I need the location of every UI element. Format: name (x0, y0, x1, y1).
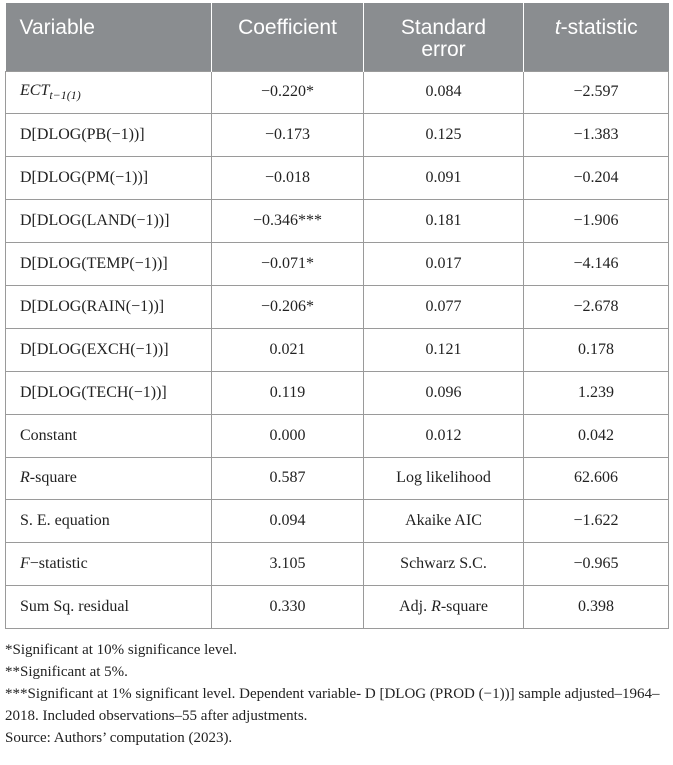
row-coefficient: −0.206* (212, 285, 364, 328)
stat-value-2: −1.622 (524, 500, 669, 543)
row-t-statistic: −4.146 (524, 243, 669, 286)
stat-label-rest: S. E. equation (20, 512, 110, 530)
stat-label-rest: −statistic (29, 555, 88, 573)
ect-subscript: t−1(1) (49, 88, 81, 103)
stats-row (6, 500, 669, 543)
row-variable: D[DLOG(PB(−1))] (6, 114, 212, 157)
note-10-percent: *Significant at 10% significance level. (5, 642, 238, 659)
row-variable: D[DLOG(RAIN(−1))] (6, 285, 212, 328)
header-standard-error-line2: error (421, 38, 466, 61)
stat-value: 3.105 (212, 543, 364, 586)
row-t-statistic: 1.239 (524, 371, 669, 414)
stat-label-italic: R (20, 469, 30, 487)
header-standard-error-line1: Standard (400, 16, 487, 39)
stat-label (6, 586, 212, 629)
row-standard-error: 0.017 (364, 243, 524, 286)
stat-label-2 (364, 543, 524, 586)
stat-label-2-post: -square (440, 598, 488, 616)
row-t-statistic: −2.678 (524, 285, 669, 328)
stat-label (6, 500, 212, 543)
table-row (6, 414, 669, 457)
note-5-percent: **Significant at 5%. (5, 664, 128, 681)
regression-table (5, 3, 669, 629)
table-row (6, 200, 669, 243)
row-t-statistic: −1.383 (524, 114, 669, 157)
row-standard-error: 0.091 (364, 157, 524, 200)
stat-label-2 (364, 586, 524, 629)
header-t-rest: -statistic (560, 16, 638, 39)
stat-label-rest: -square (29, 469, 77, 487)
row-t-statistic: −2.597 (524, 71, 669, 114)
row-variable: D[DLOG(TECH(−1))] (6, 371, 212, 414)
row-coefficient: 0.119 (212, 371, 364, 414)
stat-label (6, 543, 212, 586)
row-coefficient: −0.071* (212, 243, 364, 286)
table-container (5, 3, 668, 749)
table-row (6, 328, 669, 371)
stats-row (6, 586, 669, 629)
row-variable: D[DLOG(LAND(−1))] (6, 200, 212, 243)
table-row (6, 114, 669, 157)
row-standard-error: 0.181 (364, 200, 524, 243)
stat-label-2-pre: Log likelihood (396, 469, 491, 487)
row-standard-error: 0.096 (364, 371, 524, 414)
table-row (6, 157, 669, 200)
stat-label-2-pre: Akaike AIC (405, 512, 482, 530)
row-variable: D[DLOG(EXCH(−1))] (6, 328, 212, 371)
row-variable: Constant (6, 414, 212, 457)
table-row (6, 71, 669, 114)
table-notes (5, 639, 668, 749)
header-variable: Variable (6, 3, 212, 71)
table-header (6, 3, 669, 71)
stat-label-italic: F (20, 555, 30, 573)
row-standard-error: 0.084 (364, 71, 524, 114)
row-coefficient: 0.021 (212, 328, 364, 371)
stat-value: 0.094 (212, 500, 364, 543)
header-coefficient: Coefficient (212, 3, 364, 71)
row-coefficient: −0.018 (212, 157, 364, 200)
row-t-statistic: 0.042 (524, 414, 669, 457)
stat-label-2-pre: Adj. (399, 598, 432, 616)
stat-label-rest: Sum Sq. residual (20, 598, 129, 616)
stat-label-2 (364, 457, 524, 500)
ect-label: ECT (20, 81, 50, 99)
table-row (6, 243, 669, 286)
source-note: Source: Authors’ computation (2023). (5, 730, 233, 747)
row-t-statistic: −0.204 (524, 157, 669, 200)
stat-value: 0.587 (212, 457, 364, 500)
stat-value-2: 62.606 (524, 457, 669, 500)
header-standard-error (364, 3, 524, 71)
row-standard-error: 0.125 (364, 114, 524, 157)
row-coefficient: −0.220* (212, 71, 364, 114)
row-coefficient: −0.346*** (212, 200, 364, 243)
row-variable (6, 71, 212, 114)
header-t-italic: t (554, 16, 561, 39)
row-t-statistic: 0.178 (524, 328, 669, 371)
table-row (6, 371, 669, 414)
row-standard-error: 0.121 (364, 328, 524, 371)
table-body (6, 71, 669, 629)
stat-label-2 (364, 500, 524, 543)
stat-label-2-pre: Schwarz S.C. (400, 555, 487, 573)
stat-value: 0.330 (212, 586, 364, 629)
stat-label (6, 457, 212, 500)
stats-row (6, 543, 669, 586)
note-1-percent: ***Significant at 1% significant level. Dependent variable- D [DLOG (PROD (−1))] sample adjusted–1964–2018. Included observations–55 after adjustments. (5, 686, 660, 725)
row-coefficient: 0.000 (212, 414, 364, 457)
row-coefficient: −0.173 (212, 114, 364, 157)
stat-label-2-italic: R (431, 598, 441, 616)
table-row (6, 285, 669, 328)
row-variable: D[DLOG(PM(−1))] (6, 157, 212, 200)
stats-row (6, 457, 669, 500)
stat-value-2: 0.398 (524, 586, 669, 629)
row-t-statistic: −1.906 (524, 200, 669, 243)
header-t-statistic (524, 3, 669, 71)
row-standard-error: 0.077 (364, 285, 524, 328)
stat-value-2: −0.965 (524, 543, 669, 586)
row-standard-error: 0.012 (364, 414, 524, 457)
row-variable: D[DLOG(TEMP(−1))] (6, 243, 212, 286)
